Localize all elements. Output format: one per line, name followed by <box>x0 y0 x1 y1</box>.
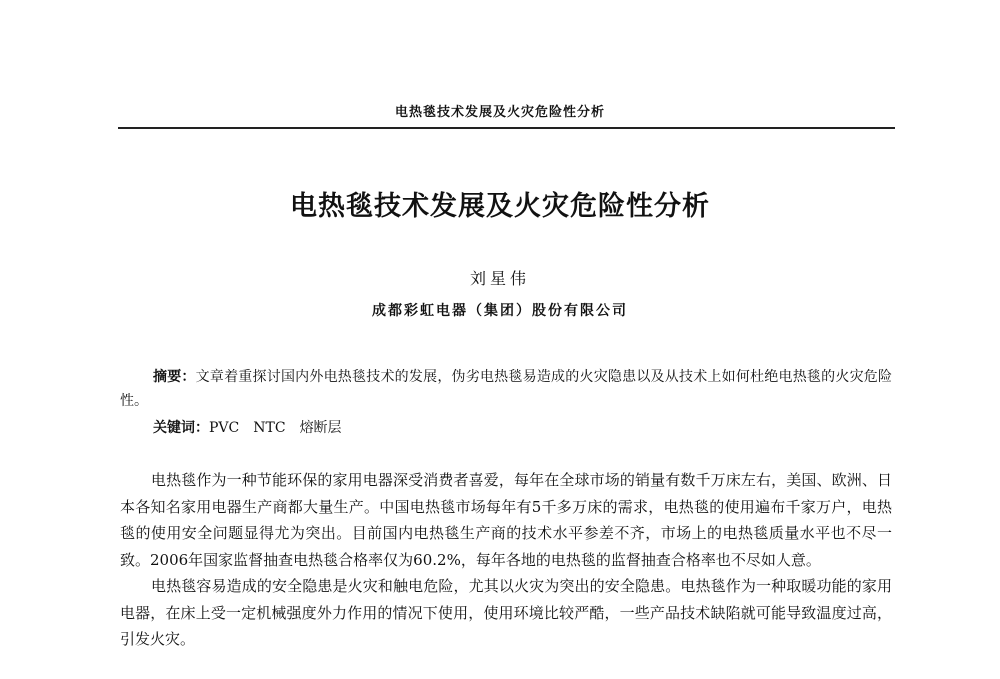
author-affiliation: 成都彩虹电器（集团）股份有限公司 <box>372 303 628 319</box>
author-name: 刘星伟 <box>469 269 530 288</box>
abstract-label: 摘要： <box>153 369 196 385</box>
running-header: 电热毯技术发展及火灾危险性分析 <box>394 105 605 120</box>
header-rule <box>118 127 895 129</box>
keywords <box>153 416 342 440</box>
body-paragraph: 电热毯作为一种节能环保的家用电器深受消费者喜爱，每年在全球市场的销量有数千万床左右，美国、欧洲、日本各知名家用电器生产商都大量生产。中国电热毯市场每年有5千多万床的需求，电热毯的使用遍布千家万户，电热毯的使用安全问题显得尤为突出。目前国内电热毯生产商的技术水平参差不齐，市场上的电热毯质量水平也不尽一致。2006年国家监督抽查电热毯合格率仅为60.2%，每年各地的电热毯的监督抽查合格率也不尽如人意。 <box>120 471 892 569</box>
keyword-item: 熔断层 <box>299 420 342 436</box>
body-paragraph: 电热毯容易造成的安全隐患是火灾和触电危险，尤其以火灾为突出的安全隐患。电热毯作为一种取暖功能的家用电器，在床上受一定机械强度外力作用的情况下使用，使用环境比较严酷，一些产品技术缺陷就可能导致温度过高，引发火灾。 <box>120 577 892 648</box>
keyword-item: PVC <box>209 420 240 436</box>
paper-title: 电热毯技术发展及火灾危险性分析 <box>290 191 710 222</box>
keywords-label: 关键词： <box>153 420 209 436</box>
body-text <box>120 467 892 653</box>
abstract-text: 文章着重探讨国内外电热毯技术的发展，伪劣电热毯易造成的火灾隐患以及从技术上如何杜绝电热毯的火灾危险性。 <box>120 369 893 409</box>
keyword-item: NTC <box>253 420 286 436</box>
abstract <box>120 365 892 413</box>
